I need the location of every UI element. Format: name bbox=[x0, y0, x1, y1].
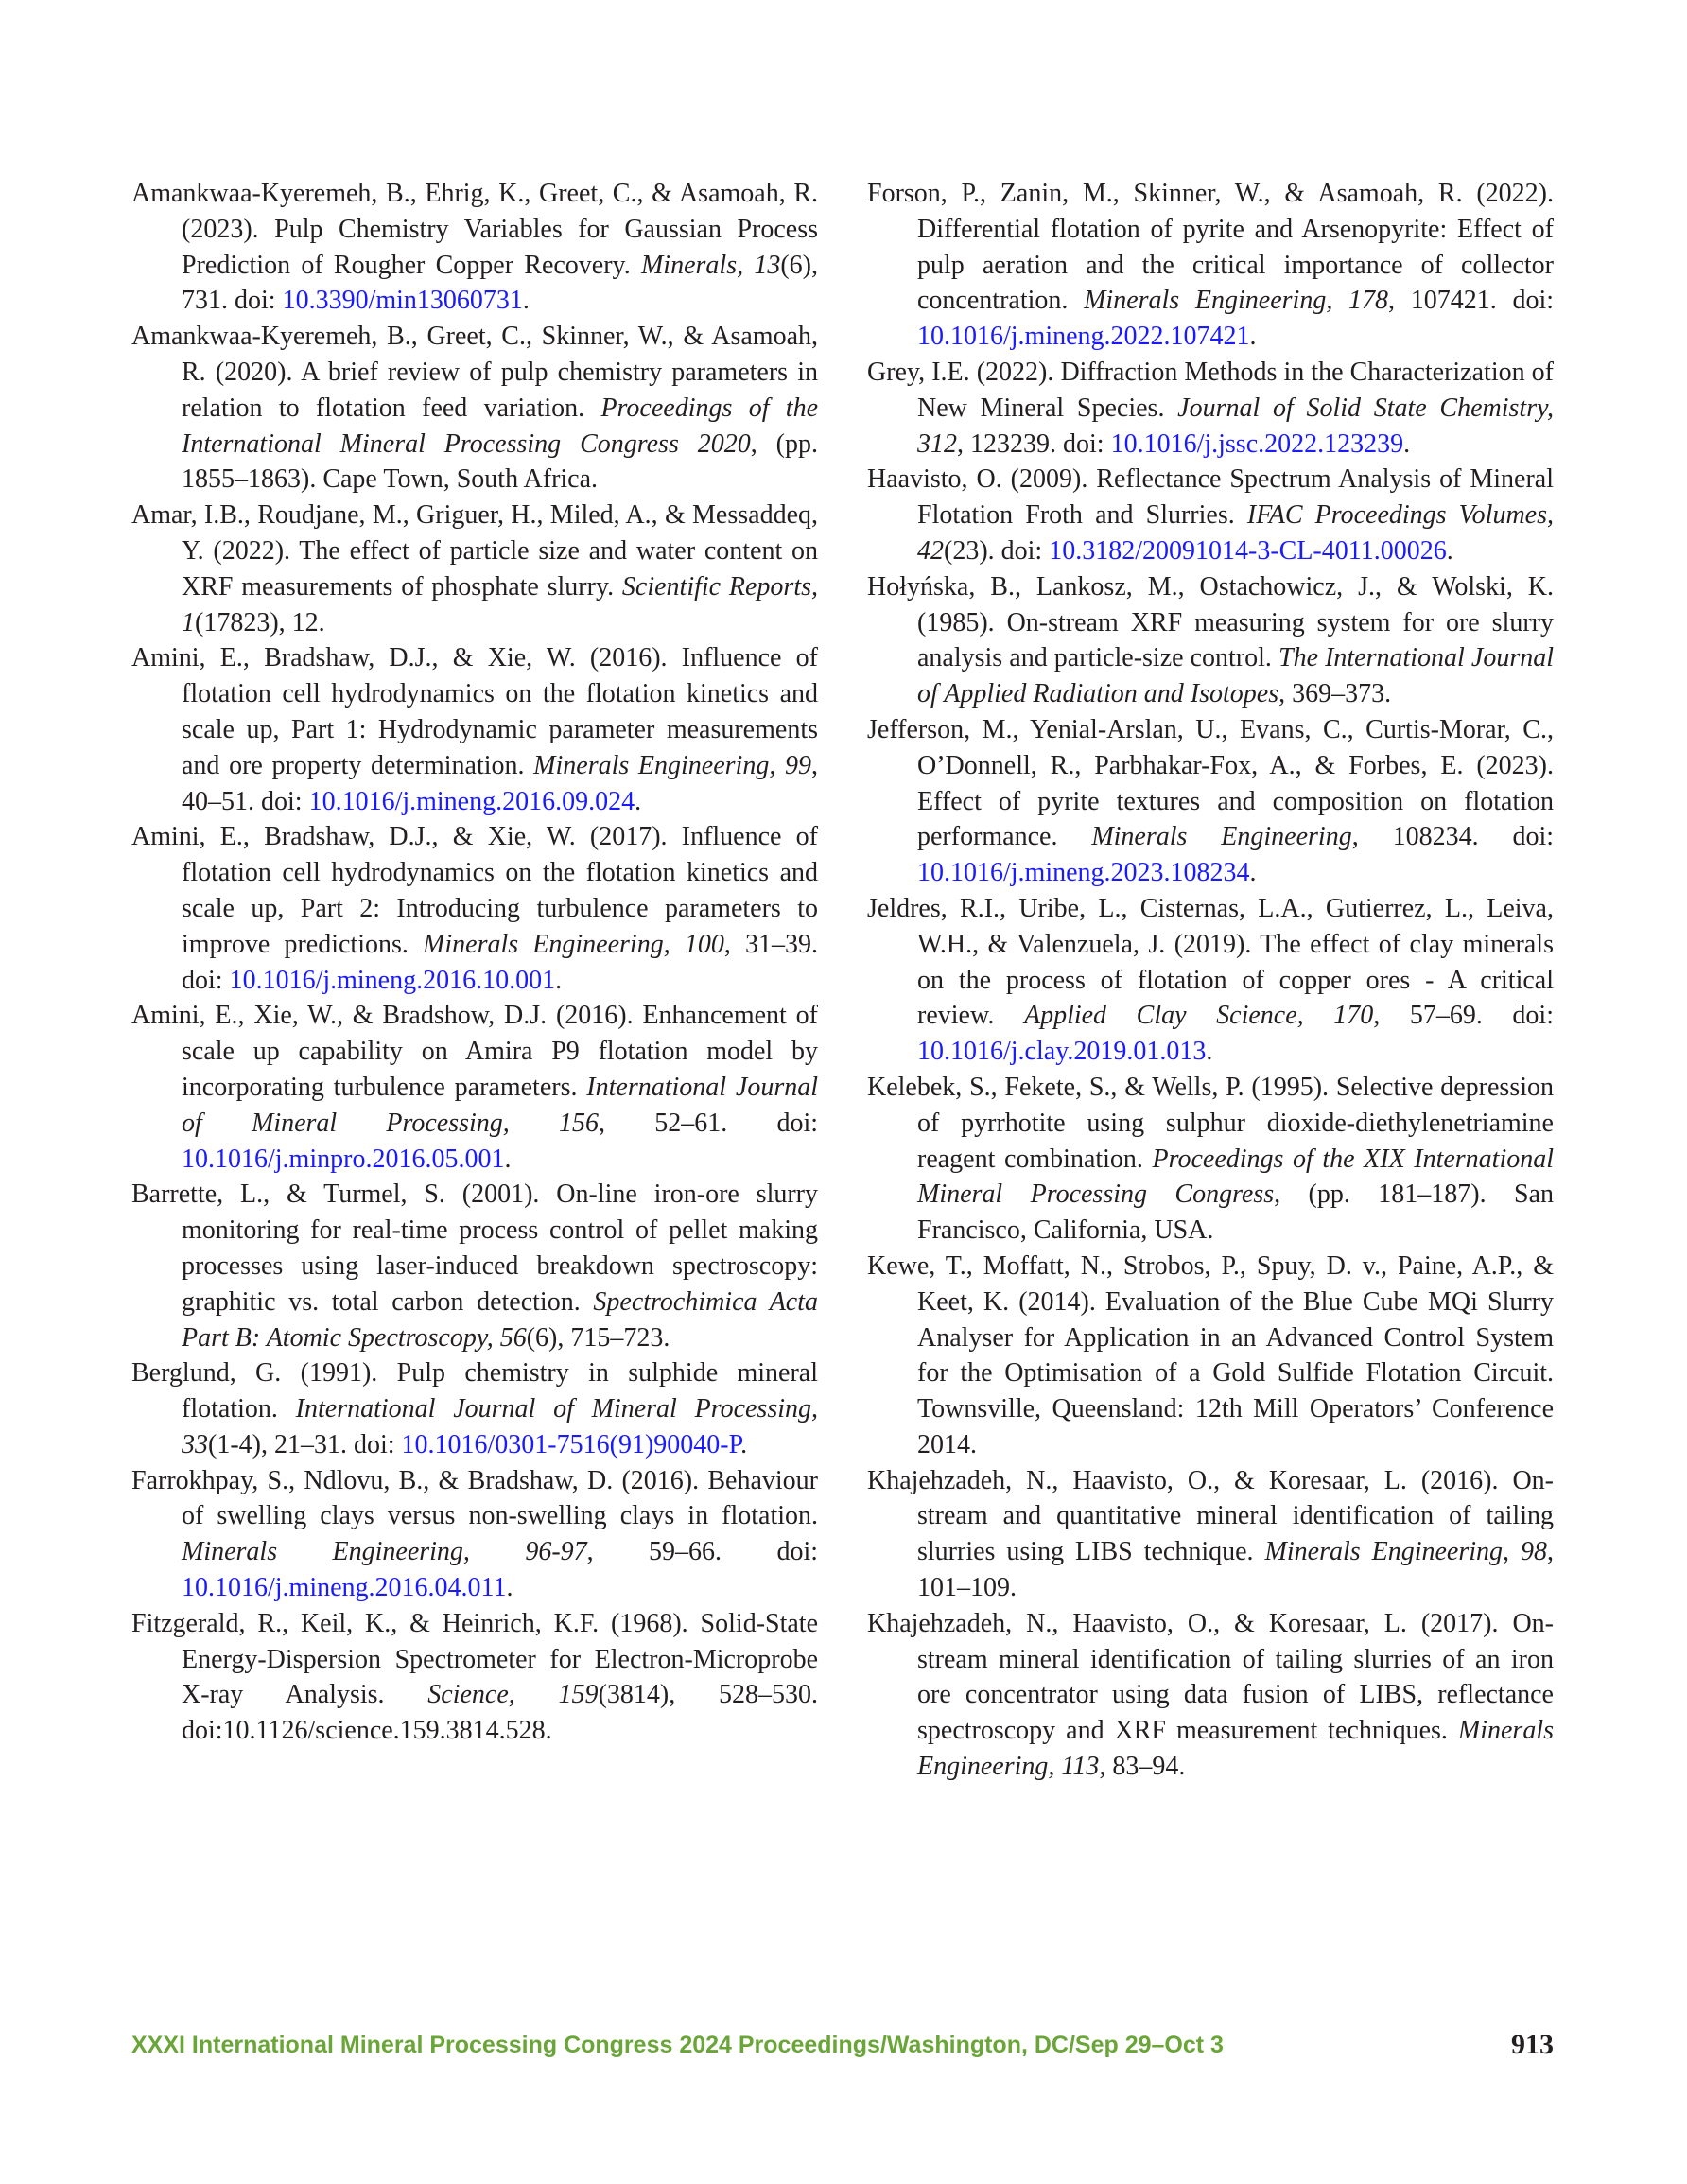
reference-entry bbox=[131, 1606, 818, 1749]
reference-entry bbox=[867, 891, 1554, 1070]
reference-text: (6), 715–723. bbox=[526, 1322, 670, 1353]
reference-text: Jefferson, M., Yenial-Arslan, U., Evans, C., Curtis-Morar, C., O’Donnell, R., Parbhakar-Fox, A., & Forbes, E. (2023). Effect of pyrite textures and composition on flotation performance. bbox=[867, 714, 1554, 852]
reference-entry bbox=[131, 998, 818, 1177]
reference-text: Amini, E., Bradshaw, D.J., & Xie, W. (2017). Influence of flotation cell hydrodynamics on the flotation kinetics and scale up, Part 2: Introducing turbulence parameters to improve predictions. bbox=[131, 822, 818, 959]
reference-text: Kelebek, S., Fekete, S., & Wells, P. (1995). Selective depression of pyrrhotite using sulphur dioxide-diethylenetriamine reagent combination. bbox=[867, 1072, 1554, 1174]
reference-text: (6), 731. doi: bbox=[182, 250, 818, 316]
reference-entry bbox=[131, 319, 818, 498]
reference-source-title: Scientific Reports, 1 bbox=[182, 571, 818, 638]
reference-text: Fitzgerald, R., Keil, K., & Heinrich, K.F. (1968). Solid-State Energy-Dispersion Spectrometer for Electron-Microprobe X-ray Analysis. bbox=[131, 1608, 818, 1710]
reference-text: , 107421. doi: bbox=[1388, 286, 1555, 316]
page-number: 913 bbox=[1511, 2029, 1554, 2060]
reference-text: Barrette, L., & Turmel, S. (2001). On-line iron-ore slurry monitoring for real-time process control of pellet making processes using laser-induced breakdown spectroscopy: graphitic vs. total carbon detection. bbox=[131, 1179, 818, 1317]
doi-link[interactable]: 10.1016/j.mineng.2016.10.001 bbox=[229, 965, 556, 995]
reference-text: . bbox=[1249, 322, 1257, 352]
reference-text: Haavisto, O. (2009). Reflectance Spectrum Analysis of Mineral Flotation Froth and Slurries. bbox=[867, 464, 1554, 531]
doi-link[interactable]: 10.1016/0301-7516(91)90040-P bbox=[401, 1429, 741, 1459]
doi-link[interactable]: 10.3182/20091014-3-CL-4011.00026 bbox=[1049, 535, 1447, 566]
reference-entry bbox=[131, 498, 818, 640]
reference-text: , 52–61. doi: bbox=[599, 1108, 818, 1138]
reference-text: . bbox=[740, 1429, 748, 1459]
reference-entry bbox=[131, 1177, 818, 1355]
reference-text: . bbox=[1403, 428, 1411, 459]
reference-entry bbox=[867, 1606, 1554, 1785]
footer-title: XXXI International Mineral Processing Congress 2024 Proceedings/Washington, DC/Sep 29–Oct 3 bbox=[131, 2032, 1224, 2058]
reference-entry bbox=[867, 569, 1554, 712]
reference-text: . bbox=[1249, 858, 1257, 888]
reference-source-title: Journal of Solid State Chemistry, 312 bbox=[917, 393, 1554, 459]
reference-source-title: IFAC Proceedings Volumes, 42 bbox=[917, 500, 1555, 566]
reference-text: Kewe, T., Moffatt, N., Strobos, P., Spuy, D. v., Paine, A.P., & Keet, K. (2014). Evaluation of the Blue Cube MQi Slurry Analyser for Application in an Advanced Control System for the Optimisation of a Gold Sulfide Flotation Circuit. Townsville, Queensland: 12th Mill Operators’ Conference 2014. bbox=[867, 1250, 1554, 1459]
reference-text: . bbox=[635, 786, 642, 816]
reference-text: Amini, E., Bradshaw, D.J., & Xie, W. (2016). Influence of flotation cell hydrodynamics on the flotation kinetics and scale up, Part 1: Hydrodynamic parameter measurements and ore property determination. bbox=[131, 643, 818, 780]
reference-entry bbox=[867, 1070, 1554, 1249]
reference-text: , 369–373. bbox=[1278, 679, 1392, 709]
reference-text: Khajehzadeh, N., Haavisto, O., & Koresaar, L. (2016). On-stream and quantitative mineral identification of tailing slurries using LIBS technique. bbox=[867, 1465, 1554, 1567]
reference-source-title: Minerals Engineering, 98 bbox=[1264, 1537, 1547, 1567]
reference-text: Amar, I.B., Roudjane, M., Griguer, H., Miled, A., & Messaddeq, Y. (2022). The effect of particle size and water content on XRF measurements of phosphate slurry. bbox=[131, 500, 818, 602]
reference-source-title: International Journal of Mineral Processing, 33 bbox=[182, 1394, 819, 1459]
doi-link[interactable]: 10.1016/j.mineng.2016.04.011 bbox=[182, 1573, 507, 1603]
reference-source-title: Proceedings of the International Mineral Processing Congress 2020 bbox=[182, 393, 818, 459]
reference-text: Amankwaa-Kyeremeh, B., Greet, C., Skinner, W., & Asamoah, R. (2020). A brief review of pulp chemistry parameters in relation to flotation feed variation. bbox=[131, 322, 818, 423]
reference-text: Hołyńska, B., Lankosz, M., Ostachowicz, J., & Wolski, K. (1985). On-stream XRF measuring system for ore slurry analysis and particle-size control. bbox=[867, 571, 1554, 673]
reference-text: , 108234. doi: bbox=[1351, 822, 1554, 852]
references-left-column bbox=[131, 176, 818, 1749]
reference-entry bbox=[131, 1355, 818, 1462]
reference-text: Khajehzadeh, N., Haavisto, O., & Koresaar, L. (2017). On-stream mineral identification of tailing slurries of an iron ore concentrator using data fusion of LIBS, reflectance spectroscopy and XRF measurement techniques. bbox=[867, 1608, 1554, 1746]
doi-link[interactable]: 10.1016/j.minpro.2016.05.001 bbox=[182, 1144, 505, 1174]
reference-text: (1-4), 21–31. doi: bbox=[208, 1429, 402, 1459]
reference-text: , 40–51. doi: bbox=[182, 750, 818, 816]
doi-link[interactable]: 10.1016/j.mineng.2022.107421 bbox=[917, 322, 1250, 352]
reference-text: , (pp. 181–187). San Francisco, California, USA. bbox=[917, 1179, 1554, 1246]
reference-text: Grey, I.E. (2022). Diffraction Methods in the Characterization of New Mineral Species. bbox=[867, 357, 1554, 423]
reference-text: . bbox=[555, 965, 563, 995]
reference-source-title: Minerals Engineering, 99 bbox=[533, 750, 811, 780]
reference-source-title: Minerals Engineering bbox=[1091, 822, 1352, 852]
reference-text: Berglund, G. (1991). Pulp chemistry in sulphide mineral flotation. bbox=[131, 1358, 818, 1424]
reference-text: . bbox=[522, 286, 530, 316]
reference-text: (23). doi: bbox=[944, 535, 1050, 566]
reference-text: . bbox=[506, 1573, 513, 1603]
reference-text: (3814), 528–530. doi:10.1126/science.159.3814.528. bbox=[182, 1680, 818, 1746]
reference-source-title: Spectrochimica Acta Part B: Atomic Spectroscopy, 56 bbox=[182, 1286, 819, 1353]
reference-entry bbox=[867, 1249, 1554, 1463]
reference-source-title: International Journal of Mineral Processing, 156 bbox=[182, 1072, 818, 1138]
reference-source-title: Minerals Engineering, 100 bbox=[423, 929, 724, 959]
page-footer bbox=[131, 2029, 1554, 2070]
reference-entry bbox=[867, 462, 1554, 568]
doi-link[interactable]: 10.1016/j.clay.2019.01.013 bbox=[917, 1037, 1207, 1067]
reference-text: , (pp. 1855–1863). Cape Town, South Africa. bbox=[182, 428, 818, 495]
reference-entry bbox=[131, 176, 818, 319]
doi-link[interactable]: 10.1016/j.jssc.2022.123239 bbox=[1110, 428, 1404, 459]
doi-link[interactable]: 10.3390/min13060731 bbox=[282, 286, 523, 316]
reference-source-title: Science, 159 bbox=[427, 1680, 599, 1710]
reference-text: . bbox=[1446, 535, 1453, 566]
reference-source-title: The International Journal of Applied Radiation and Isotopes bbox=[917, 643, 1554, 709]
reference-source-title: Proceedings of the XIX International Mineral Processing Congress bbox=[917, 1144, 1555, 1210]
reference-text: Amini, E., Xie, W., & Bradshow, D.J. (2016). Enhancement of scale up capability on Amira P9 flotation model by incorporating turbulence parameters. bbox=[131, 1001, 818, 1102]
doi-link[interactable]: 10.1016/j.mineng.2016.09.024 bbox=[308, 786, 635, 816]
reference-text: , 101–109. bbox=[917, 1537, 1554, 1603]
reference-text: Jeldres, R.I., Uribe, L., Cisternas, L.A., Gutierrez, L., Leiva, W.H., & Valenzuela, J. (2019). The effect of clay minerals on the process of flotation of copper ores - A critical review. bbox=[867, 893, 1554, 1031]
reference-text: (17823), 12. bbox=[195, 607, 325, 638]
reference-source-title: Minerals Engineering, 113 bbox=[917, 1716, 1554, 1782]
reference-source-title: Applied Clay Science, 170 bbox=[1023, 1001, 1374, 1031]
reference-source-title: Minerals, 13 bbox=[640, 250, 781, 280]
reference-entry bbox=[867, 712, 1554, 891]
reference-text: , 83–94. bbox=[1099, 1752, 1186, 1782]
reference-source-title: Minerals Engineering, 96-97 bbox=[182, 1537, 587, 1567]
doi-link[interactable]: 10.1016/j.mineng.2023.108234 bbox=[917, 858, 1250, 888]
reference-entry bbox=[867, 355, 1554, 462]
reference-text: , 123239. doi: bbox=[957, 428, 1111, 459]
reference-entry bbox=[131, 819, 818, 998]
reference-text: , 57–69. doi: bbox=[1373, 1001, 1554, 1031]
reference-text: Amankwaa-Kyeremeh, B., Ehrig, K., Greet, C., & Asamoah, R. (2023). Pulp Chemistry Variables for Gaussian Process Prediction of Rougher Copper Recovery. bbox=[131, 179, 818, 280]
references-right-column bbox=[867, 176, 1554, 1785]
reference-text: . bbox=[1206, 1037, 1213, 1067]
reference-entry bbox=[867, 1463, 1554, 1606]
reference-text: , 31–39. doi: bbox=[182, 929, 818, 995]
reference-text: Forson, P., Zanin, M., Skinner, W., & Asamoah, R. (2022). Differential flotation of pyrite and Arsenopyrite: Effect of pulp aeration and the critical importance of collector concentration. bbox=[867, 179, 1554, 316]
reference-text: , 59–66. doi: bbox=[586, 1537, 818, 1567]
reference-source-title: Minerals Engineering, 178 bbox=[1084, 286, 1389, 316]
reference-entry bbox=[131, 1463, 818, 1606]
reference-text: Farrokhpay, S., Ndlovu, B., & Bradshaw, D. (2016). Behaviour of swelling clays versus non-swelling clays in flotation. bbox=[131, 1465, 818, 1531]
reference-entry bbox=[867, 176, 1554, 355]
reference-entry bbox=[131, 640, 818, 819]
reference-text: . bbox=[504, 1144, 512, 1174]
